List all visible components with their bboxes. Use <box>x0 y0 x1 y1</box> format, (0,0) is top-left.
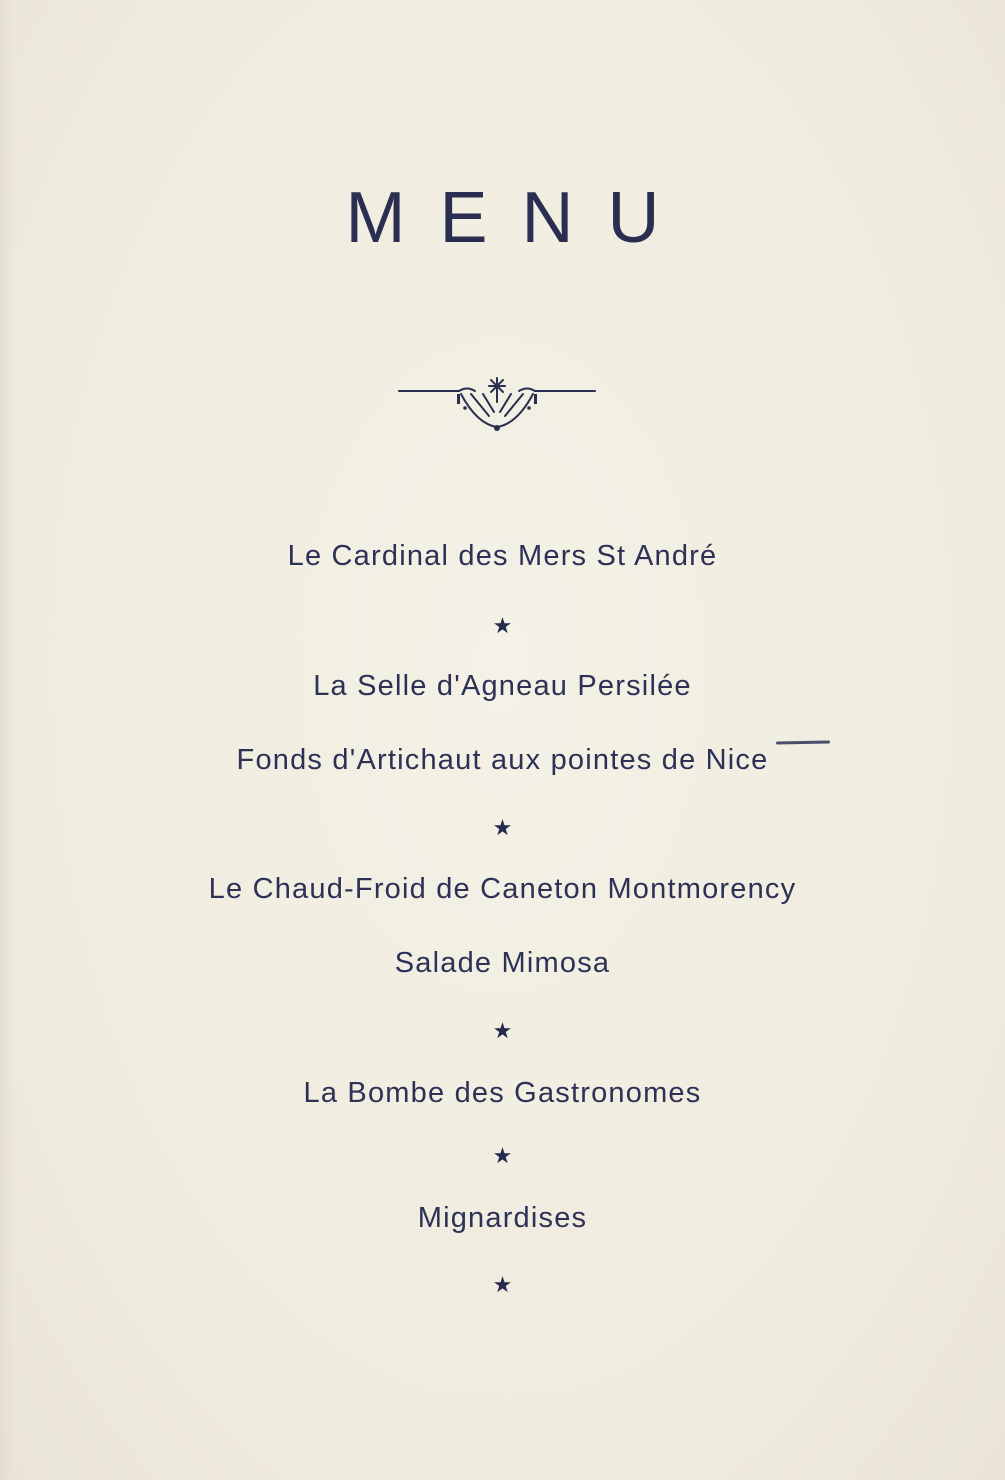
menu-item-1: Le Cardinal des Mers St André <box>287 540 718 572</box>
menu-item-2: La Selle d'Agneau Persilée <box>313 670 692 702</box>
star-separator-2: ★ <box>492 815 513 840</box>
star-separator-1: ★ <box>492 613 513 638</box>
star-separator-4: ★ <box>492 1143 513 1168</box>
menu-item-7: Mignardises <box>417 1202 588 1234</box>
menu-item-5: Salade Mimosa <box>394 947 611 979</box>
menu-item-6: La Bombe des Gastronomes <box>303 1077 702 1109</box>
menu-title: MENU <box>345 178 694 258</box>
star-separator-3: ★ <box>492 1018 513 1043</box>
menu-item-4: Le Chaud-Froid de Caneton Montmorency <box>208 873 797 905</box>
star-separator-5: ★ <box>492 1272 513 1297</box>
menu-item-3: Fonds d'Artichaut aux pointes de Nice <box>236 744 769 776</box>
ornament-icon <box>397 372 597 436</box>
